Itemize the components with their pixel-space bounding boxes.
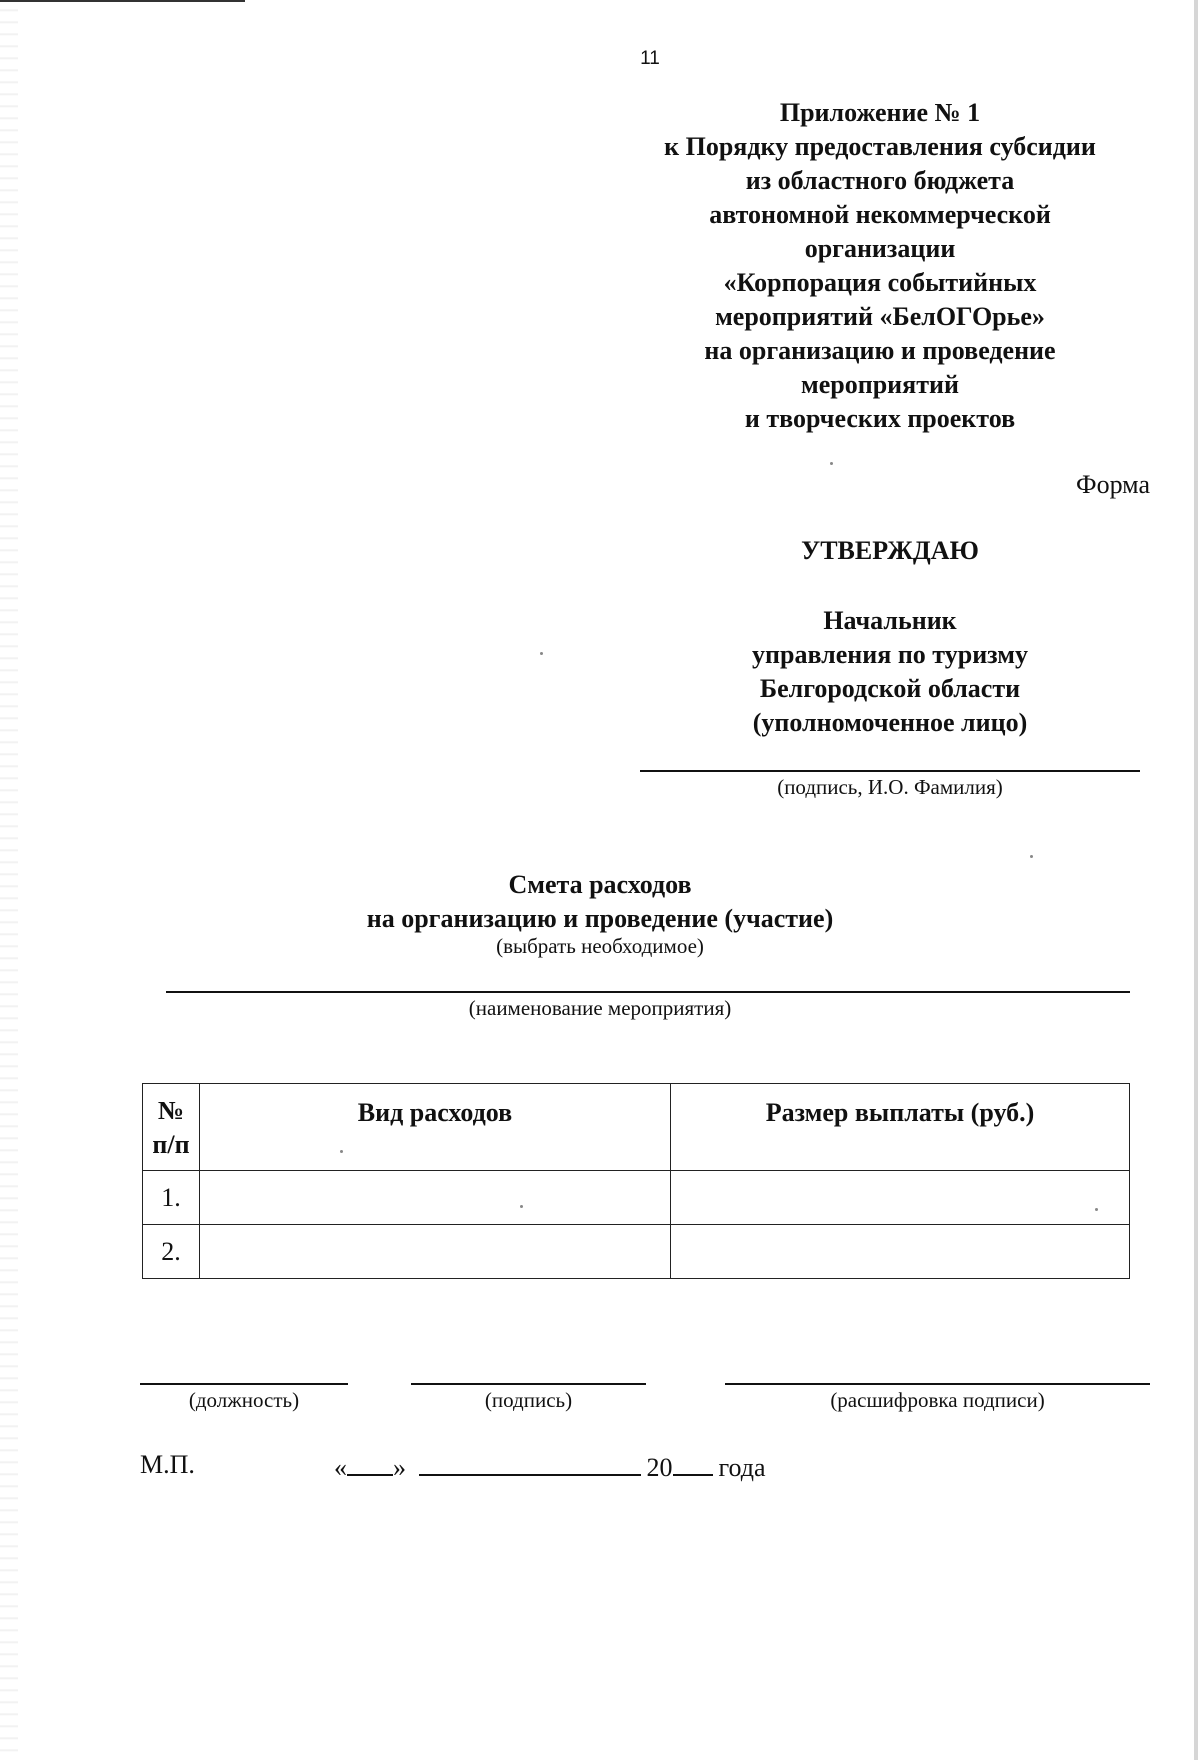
signature-field[interactable] [411, 1383, 646, 1385]
approver-line: Начальник [823, 606, 957, 635]
payment-amount-cell[interactable] [671, 1225, 1130, 1279]
approver-signature-caption: (подпись, И.О. Фамилия) [777, 775, 1003, 799]
quote-open: « [334, 1453, 347, 1482]
row-number: 1. [143, 1171, 200, 1225]
year-prefix: 20 [646, 1453, 673, 1482]
appendix-line: на организацию и проведение [704, 336, 1056, 365]
appendix-line: мероприятий [801, 370, 959, 399]
year-suffix: года [718, 1453, 766, 1482]
appendix-line: к Порядку предоставления субсидии [664, 132, 1096, 161]
position-field[interactable] [140, 1383, 348, 1385]
scan-speck [520, 1205, 523, 1208]
scan-speck [540, 652, 543, 655]
event-name-field[interactable] [166, 991, 1130, 993]
header-number [143, 1084, 200, 1171]
appendix-line: «Корпорация событийных [723, 268, 1037, 297]
header-payment-amount: Размер выплаты (руб.) [671, 1084, 1130, 1171]
header-number-symbol: № [157, 1096, 185, 1125]
expenses-table [142, 1083, 1130, 1279]
table-row [143, 1171, 1130, 1225]
approver-block [660, 604, 1120, 740]
event-name-caption: (наименование мероприятия) [468, 996, 732, 1020]
table-header-row [143, 1084, 1130, 1171]
position-caption: (должность) [188, 1388, 300, 1412]
estimate-title-line: Смета расходов [508, 870, 692, 899]
scan-speck [1095, 1208, 1098, 1211]
signature-caption: (подпись) [484, 1388, 573, 1412]
form-label: Форма [1076, 470, 1150, 499]
appendix-line: и творческих проектов [744, 404, 1016, 433]
approval-heading: УТВЕРЖДАЮ [801, 536, 979, 565]
expense-type-cell[interactable] [200, 1225, 671, 1279]
header-expense-type: Вид расходов [200, 1084, 671, 1171]
month-field[interactable] [419, 1450, 641, 1476]
scan-top-line [0, 0, 245, 2]
quote-close: » [393, 1453, 406, 1482]
scan-speck [1030, 855, 1033, 858]
row-number: 2. [143, 1225, 200, 1279]
seal-place: М.П. [140, 1450, 195, 1479]
approver-line: управления по туризму [752, 640, 1028, 669]
signature-decoding-field[interactable] [725, 1383, 1150, 1385]
page-number: 11 [640, 48, 660, 69]
appendix-line: мероприятий «БелОГОрье» [715, 302, 1045, 331]
approver-signature-line[interactable] [640, 770, 1140, 772]
appendix-line: из областного бюджета [745, 166, 1015, 195]
estimate-title [300, 868, 900, 936]
appendix-line: Приложение № 1 [779, 98, 981, 127]
header-number-abbr: п/п [152, 1130, 190, 1159]
day-field[interactable] [347, 1450, 393, 1476]
estimate-title-line: на организацию и проведение (участие) [366, 904, 834, 933]
signature-decoding-caption: (расшифровка подписи) [830, 1388, 1045, 1412]
year-field[interactable] [673, 1450, 713, 1476]
scan-right-edge [1194, 0, 1198, 1760]
choose-note: (выбрать необходимое) [496, 934, 704, 958]
appendix-line: автономной некоммерческой [709, 200, 1051, 229]
scan-left-edge [0, 0, 18, 1760]
appendix-line: организации [804, 234, 956, 263]
date-row [334, 1450, 766, 1483]
appendix-header [600, 96, 1160, 436]
approver-line: Белгородской области [759, 674, 1021, 703]
expense-type-cell[interactable] [200, 1171, 671, 1225]
payment-amount-cell[interactable] [671, 1171, 1130, 1225]
scan-speck [340, 1150, 343, 1153]
approver-line: (уполномоченное лицо) [752, 708, 1028, 737]
table-row [143, 1225, 1130, 1279]
scan-speck [830, 462, 833, 465]
